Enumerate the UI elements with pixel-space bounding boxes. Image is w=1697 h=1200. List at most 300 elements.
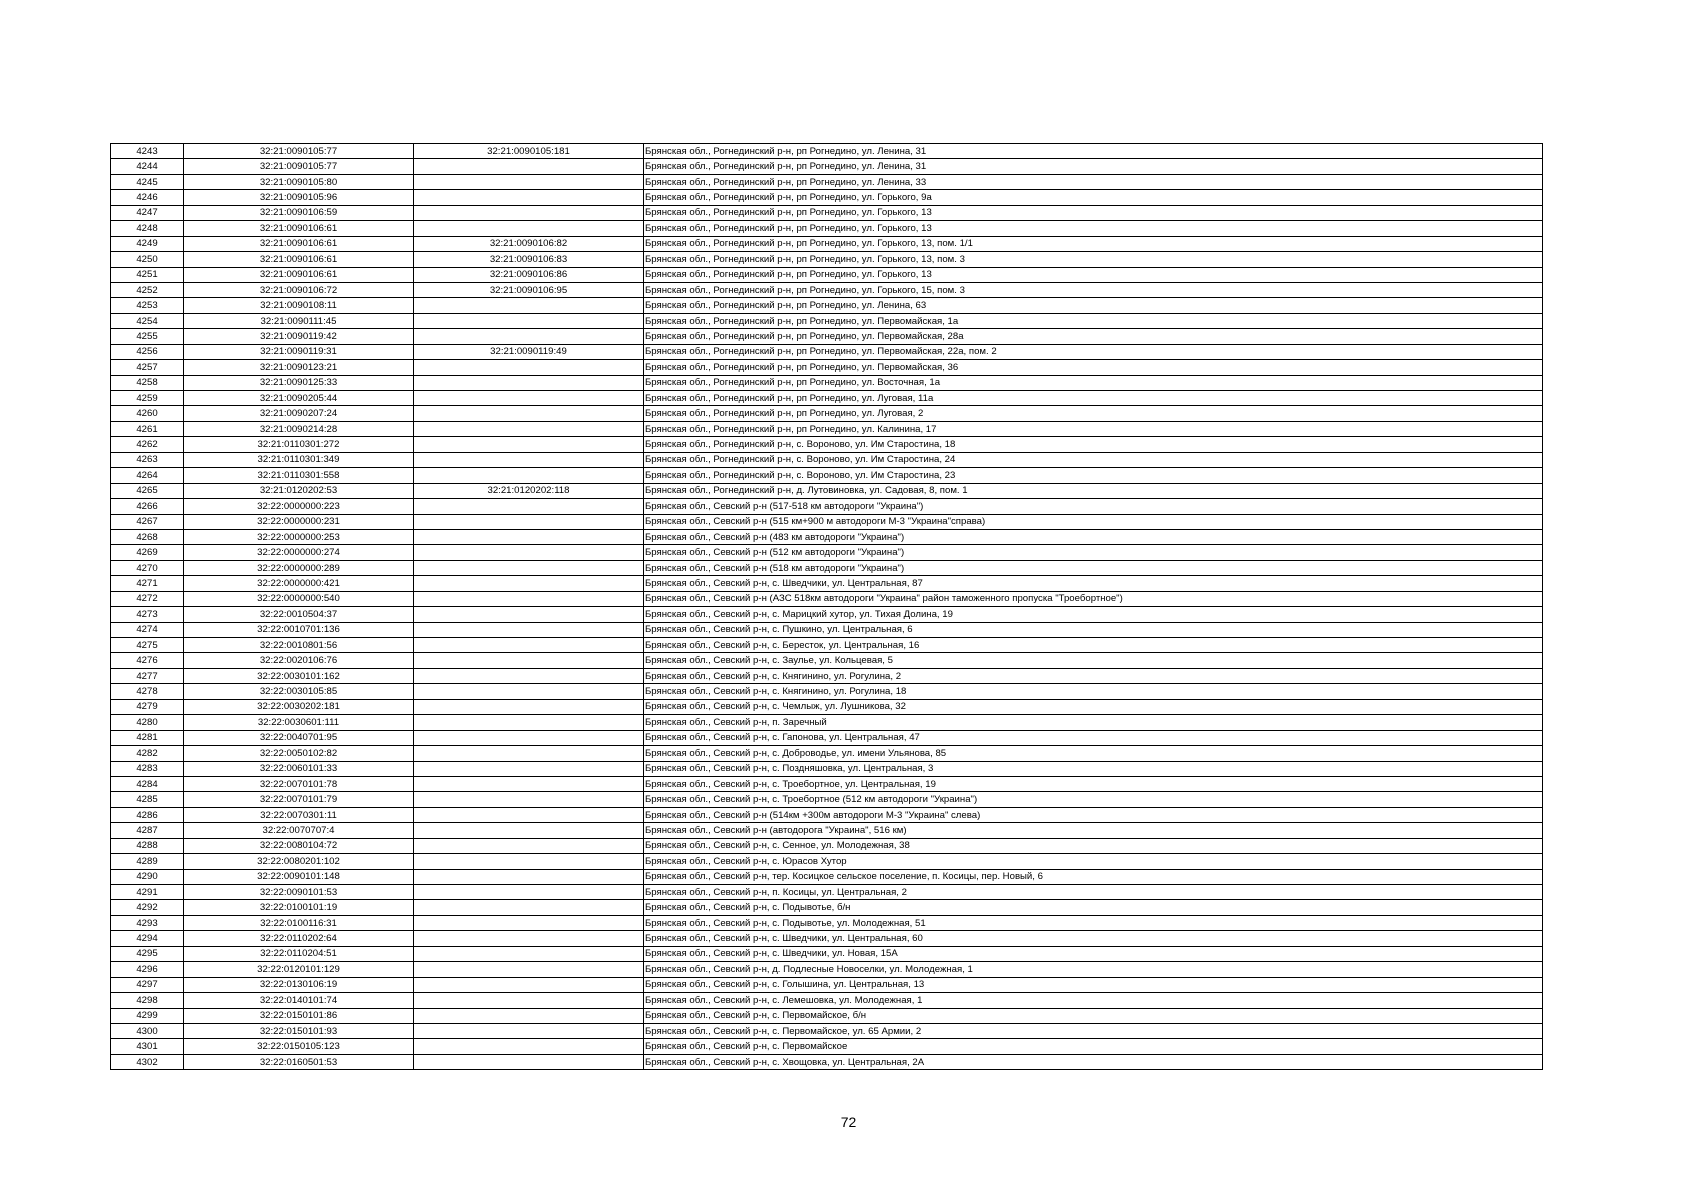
cadastral-number-cell: 32:21:0090106:72 [184, 282, 414, 297]
row-number-cell: 4248 [111, 221, 184, 236]
cadastral-number-cell: 32:22:0070101:78 [184, 776, 414, 791]
table-row [111, 869, 1543, 884]
sub-object-number-cell [414, 468, 644, 483]
cadastral-number-cell: 32:21:0090214:28 [184, 421, 414, 436]
table-row [111, 854, 1543, 869]
address-cell: Брянская обл., Севский р-н, с. Сенное, ул. Молодежная, 38 [644, 838, 1543, 853]
table-row [111, 483, 1543, 498]
sub-object-number-cell [414, 931, 644, 946]
row-number-cell: 4244 [111, 159, 184, 174]
address-cell: Брянская обл., Севский р-н, с. Шведчики, ул. Центральная, 60 [644, 931, 1543, 946]
row-number-cell: 4280 [111, 715, 184, 730]
table-row [111, 437, 1543, 452]
address-cell: Брянская обл., Севский р-н, с. Первомайское, б/н [644, 1008, 1543, 1023]
table-row [111, 221, 1543, 236]
cadastral-number-cell: 32:21:0090105:80 [184, 174, 414, 189]
cadastral-number-cell: 32:22:0150101:93 [184, 1023, 414, 1038]
sub-object-number-cell [414, 792, 644, 807]
cadastral-number-cell: 32:21:0090119:31 [184, 344, 414, 359]
table-row [111, 529, 1543, 544]
row-number-cell: 4294 [111, 931, 184, 946]
cadastral-number-cell: 32:22:0010701:136 [184, 622, 414, 637]
cadastral-number-cell: 32:21:0090106:61 [184, 221, 414, 236]
row-number-cell: 4298 [111, 993, 184, 1008]
table-row [111, 622, 1543, 637]
row-number-cell: 4291 [111, 885, 184, 900]
row-number-cell: 4287 [111, 823, 184, 838]
address-cell: Брянская обл., Рогнединский р-н, д. Лутовиновка, ул. Садовая, 8, пом. 1 [644, 483, 1543, 498]
cadastral-number-cell: 32:21:0110301:272 [184, 437, 414, 452]
sub-object-number-cell [414, 885, 644, 900]
sub-object-number-cell: 32:21:0090106:83 [414, 252, 644, 267]
address-cell: Брянская обл., Рогнединский р-н, рп Рогнедино, ул. Первомайская, 28а [644, 329, 1543, 344]
address-cell: Брянская обл., Севский р-н, с. Шведчики, ул. Центральная, 87 [644, 576, 1543, 591]
table-row [111, 900, 1543, 915]
cadastral-number-cell: 32:22:0150101:86 [184, 1008, 414, 1023]
table-row [111, 421, 1543, 436]
table-row [111, 746, 1543, 761]
address-cell: Брянская обл., Севский р-н, с. Доброводье, ул. имени Ульянова, 85 [644, 746, 1543, 761]
sub-object-number-cell [414, 946, 644, 961]
cadastral-number-cell: 32:22:0000000:289 [184, 560, 414, 575]
sub-object-number-cell [414, 529, 644, 544]
table-row [111, 190, 1543, 205]
row-number-cell: 4290 [111, 869, 184, 884]
row-number-cell: 4279 [111, 699, 184, 714]
address-cell: Брянская обл., Севский р-н (514км +300м автодороги М-3 "Украина" слева) [644, 807, 1543, 822]
cadastral-number-cell: 32:22:0090101:53 [184, 885, 414, 900]
row-number-cell: 4278 [111, 684, 184, 699]
sub-object-number-cell [414, 622, 644, 637]
sub-object-number-cell: 32:21:0120202:118 [414, 483, 644, 498]
row-number-cell: 4293 [111, 915, 184, 930]
address-cell: Брянская обл., Рогнединский р-н, рп Рогнедино, ул. Ленина, 33 [644, 174, 1543, 189]
table-row [111, 329, 1543, 344]
address-cell: Брянская обл., Севский р-н, с. Голышина, ул. Центральная, 13 [644, 977, 1543, 992]
address-cell: Брянская обл., Севский р-н, с. Княгинино, ул. Рогулина, 2 [644, 668, 1543, 683]
address-cell: Брянская обл., Рогнединский р-н, с. Вороново, ул. Им Старостина, 18 [644, 437, 1543, 452]
sub-object-number-cell [414, 560, 644, 575]
address-cell: Брянская обл., Севский р-н, с. Первомайское [644, 1039, 1543, 1054]
row-number-cell: 4255 [111, 329, 184, 344]
address-cell: Брянская обл., Рогнединский р-н, рп Рогнедино, ул. Ленина, 31 [644, 159, 1543, 174]
address-cell: Брянская обл., Севский р-н, с. Троебортное, ул. Центральная, 19 [644, 776, 1543, 791]
table-row [111, 823, 1543, 838]
address-cell: Брянская обл., Рогнединский р-н, рп Рогнедино, ул. Калинина, 17 [644, 421, 1543, 436]
table-row [111, 807, 1543, 822]
address-cell: Брянская обл., Севский р-н, с. Марицкий хутор, ул. Тихая Долина, 19 [644, 607, 1543, 622]
cadastral-number-cell: 32:22:0070301:11 [184, 807, 414, 822]
sub-object-number-cell [414, 159, 644, 174]
address-cell: Брянская обл., Севский р-н, с. Поздняшовка, ул. Центральная, 3 [644, 761, 1543, 776]
row-number-cell: 4269 [111, 545, 184, 560]
table-row [111, 375, 1543, 390]
row-number-cell: 4250 [111, 252, 184, 267]
sub-object-number-cell: 32:21:0090106:95 [414, 282, 644, 297]
row-number-cell: 4272 [111, 591, 184, 606]
sub-object-number-cell: 32:21:0090119:49 [414, 344, 644, 359]
sub-object-number-cell [414, 776, 644, 791]
table-row [111, 174, 1543, 189]
row-number-cell: 4296 [111, 962, 184, 977]
cadastral-number-cell: 32:21:0090205:44 [184, 391, 414, 406]
address-cell: Брянская обл., Севский р-н, с. Заулье, ул. Кольцевая, 5 [644, 653, 1543, 668]
cadastral-number-cell: 32:22:0140101:74 [184, 993, 414, 1008]
table-row [111, 344, 1543, 359]
row-number-cell: 4253 [111, 298, 184, 313]
sub-object-number-cell [414, 730, 644, 745]
sub-object-number-cell [414, 406, 644, 421]
cadastral-number-cell: 32:22:0150105:123 [184, 1039, 414, 1054]
sub-object-number-cell [414, 329, 644, 344]
cadastral-number-cell: 32:22:0030202:181 [184, 699, 414, 714]
sub-object-number-cell [414, 915, 644, 930]
cadastral-number-cell: 32:22:0100116:31 [184, 915, 414, 930]
row-number-cell: 4274 [111, 622, 184, 637]
cadastral-number-cell: 32:21:0090108:11 [184, 298, 414, 313]
cadastral-number-cell: 32:22:0010801:56 [184, 638, 414, 653]
address-cell: Брянская обл., Рогнединский р-н, рп Рогнедино, ул. Горького, 9а [644, 190, 1543, 205]
cadastral-number-cell: 32:22:0040701:95 [184, 730, 414, 745]
row-number-cell: 4281 [111, 730, 184, 745]
cadastral-number-cell: 32:22:0010504:37 [184, 607, 414, 622]
table-row [111, 1054, 1543, 1069]
sub-object-number-cell [414, 653, 644, 668]
address-cell: Брянская обл., Севский р-н, с. Гапонова, ул. Центральная, 47 [644, 730, 1543, 745]
address-cell: Брянская обл., Севский р-н, п. Косицы, ул. Центральная, 2 [644, 885, 1543, 900]
property-register-table [110, 143, 1543, 1070]
sub-object-number-cell [414, 391, 644, 406]
table-row [111, 607, 1543, 622]
row-number-cell: 4245 [111, 174, 184, 189]
address-cell: Брянская обл., Севский р-н (518 км автодороги "Украина") [644, 560, 1543, 575]
row-number-cell: 4264 [111, 468, 184, 483]
row-number-cell: 4277 [111, 668, 184, 683]
cadastral-number-cell: 32:21:0110301:558 [184, 468, 414, 483]
table-row [111, 1039, 1543, 1054]
table-row [111, 838, 1543, 853]
sub-object-number-cell [414, 962, 644, 977]
row-number-cell: 4252 [111, 282, 184, 297]
table-row [111, 282, 1543, 297]
address-cell: Брянская обл., Севский р-н (512 км автодороги "Украина") [644, 545, 1543, 560]
sub-object-number-cell [414, 977, 644, 992]
sub-object-number-cell [414, 576, 644, 591]
sub-object-number-cell [414, 190, 644, 205]
cadastral-number-cell: 32:21:0120202:53 [184, 483, 414, 498]
address-cell: Брянская обл., Рогнединский р-н, рп Рогнедино, ул. Горького, 15, пом. 3 [644, 282, 1543, 297]
address-cell: Брянская обл., Севский р-н, с. Подывотье, ул. Молодежная, 51 [644, 915, 1543, 930]
table-row [111, 560, 1543, 575]
address-cell: Брянская обл., Севский р-н (АЗС 518км автодороги "Украина" район таможенного пропуска "Троебортное") [644, 591, 1543, 606]
cadastral-number-cell: 32:21:0090125:33 [184, 375, 414, 390]
table-row [111, 298, 1543, 313]
sub-object-number-cell [414, 607, 644, 622]
address-cell: Брянская обл., Севский р-н, п. Заречный [644, 715, 1543, 730]
document-table-container [110, 143, 1542, 1070]
table-row [111, 499, 1543, 514]
row-number-cell: 4302 [111, 1054, 184, 1069]
address-cell: Брянская обл., Севский р-н, с. Чемлыж, ул. Лушникова, 32 [644, 699, 1543, 714]
sub-object-number-cell [414, 545, 644, 560]
address-cell: Брянская обл., Севский р-н, с. Первомайское, ул. 65 Армии, 2 [644, 1023, 1543, 1038]
table-row [111, 406, 1543, 421]
cadastral-number-cell: 32:22:0110202:64 [184, 931, 414, 946]
cadastral-number-cell: 32:21:0090106:59 [184, 205, 414, 220]
table-row [111, 668, 1543, 683]
row-number-cell: 4258 [111, 375, 184, 390]
sub-object-number-cell [414, 715, 644, 730]
sub-object-number-cell [414, 807, 644, 822]
table-row [111, 313, 1543, 328]
sub-object-number-cell [414, 668, 644, 683]
cadastral-number-cell: 32:22:0000000:231 [184, 514, 414, 529]
row-number-cell: 4299 [111, 1008, 184, 1023]
cadastral-number-cell: 32:21:0110301:349 [184, 452, 414, 467]
cadastral-number-cell: 32:22:0070707:4 [184, 823, 414, 838]
table-row [111, 761, 1543, 776]
cadastral-number-cell: 32:21:0090106:61 [184, 236, 414, 251]
cadastral-number-cell: 32:22:0030101:162 [184, 668, 414, 683]
sub-object-number-cell [414, 638, 644, 653]
sub-object-number-cell [414, 1039, 644, 1054]
table-row [111, 159, 1543, 174]
cadastral-number-cell: 32:22:0020106:76 [184, 653, 414, 668]
cadastral-number-cell: 32:22:0050102:82 [184, 746, 414, 761]
address-cell: Брянская обл., Севский р-н, д. Подлесные Новоселки, ул. Молодежная, 1 [644, 962, 1543, 977]
sub-object-number-cell [414, 761, 644, 776]
table-row [111, 452, 1543, 467]
cadastral-number-cell: 32:22:0100101:19 [184, 900, 414, 915]
address-cell: Брянская обл., Рогнединский р-н, рп Рогнедино, ул. Горького, 13, пом. 1/1 [644, 236, 1543, 251]
address-cell: Брянская обл., Севский р-н, с. Подывотье, б/н [644, 900, 1543, 915]
row-number-cell: 4246 [111, 190, 184, 205]
table-row [111, 267, 1543, 282]
cadastral-number-cell: 32:22:0030105:85 [184, 684, 414, 699]
table-row [111, 144, 1543, 159]
sub-object-number-cell [414, 313, 644, 328]
row-number-cell: 4257 [111, 360, 184, 375]
sub-object-number-cell [414, 591, 644, 606]
row-number-cell: 4270 [111, 560, 184, 575]
row-number-cell: 4256 [111, 344, 184, 359]
row-number-cell: 4268 [111, 529, 184, 544]
address-cell: Брянская обл., Севский р-н, с. Пушкино, ул. Центральная, 6 [644, 622, 1543, 637]
address-cell: Брянская обл., Рогнединский р-н, рп Рогнедино, ул. Первомайская, 36 [644, 360, 1543, 375]
sub-object-number-cell [414, 869, 644, 884]
sub-object-number-cell [414, 1023, 644, 1038]
row-number-cell: 4285 [111, 792, 184, 807]
cadastral-number-cell: 32:21:0090105:77 [184, 159, 414, 174]
row-number-cell: 4254 [111, 313, 184, 328]
row-number-cell: 4247 [111, 205, 184, 220]
cadastral-number-cell: 32:21:0090119:42 [184, 329, 414, 344]
cadastral-number-cell: 32:22:0080201:102 [184, 854, 414, 869]
cadastral-number-cell: 32:22:0130106:19 [184, 977, 414, 992]
address-cell: Брянская обл., Рогнединский р-н, рп Рогнедино, ул. Ленина, 31 [644, 144, 1543, 159]
row-number-cell: 4284 [111, 776, 184, 791]
page-number: 72 [840, 1114, 857, 1130]
table-row [111, 468, 1543, 483]
cadastral-number-cell: 32:22:0120101:129 [184, 962, 414, 977]
row-number-cell: 4263 [111, 452, 184, 467]
table-row [111, 993, 1543, 1008]
table-row [111, 576, 1543, 591]
cadastral-number-cell: 32:22:0000000:274 [184, 545, 414, 560]
address-cell: Брянская обл., Севский р-н (483 км автодороги "Украина") [644, 529, 1543, 544]
address-cell: Брянская обл., Рогнединский р-н, рп Рогнедино, ул. Восточная, 1а [644, 375, 1543, 390]
cadastral-number-cell: 32:21:0090111:45 [184, 313, 414, 328]
address-cell: Брянская обл., Севский р-н, с. Троебортное (512 км автодороги "Украина") [644, 792, 1543, 807]
table-row [111, 591, 1543, 606]
row-number-cell: 4249 [111, 236, 184, 251]
sub-object-number-cell [414, 298, 644, 313]
cadastral-number-cell: 32:22:0000000:223 [184, 499, 414, 514]
address-cell: Брянская обл., Рогнединский р-н, рп Рогнедино, ул. Горького, 13 [644, 267, 1543, 282]
table-row [111, 638, 1543, 653]
cadastral-number-cell: 32:22:0000000:253 [184, 529, 414, 544]
address-cell: Брянская обл., Рогнединский р-н, рп Рогнедино, ул. Горького, 13 [644, 221, 1543, 236]
address-cell: Брянская обл., Рогнединский р-н, рп Рогнедино, ул. Горького, 13 [644, 205, 1543, 220]
row-number-cell: 4282 [111, 746, 184, 761]
address-cell: Брянская обл., Рогнединский р-н, рп Рогнедино, ул. Луговая, 2 [644, 406, 1543, 421]
row-number-cell: 4267 [111, 514, 184, 529]
row-number-cell: 4288 [111, 838, 184, 853]
sub-object-number-cell [414, 1008, 644, 1023]
cadastral-number-cell: 32:21:0090123:21 [184, 360, 414, 375]
sub-object-number-cell [414, 360, 644, 375]
row-number-cell: 4260 [111, 406, 184, 421]
row-number-cell: 4273 [111, 607, 184, 622]
sub-object-number-cell [414, 205, 644, 220]
address-cell: Брянская обл., Севский р-н, с. Юрасов Хутор [644, 854, 1543, 869]
cadastral-number-cell: 32:21:0090106:61 [184, 267, 414, 282]
table-row [111, 699, 1543, 714]
address-cell: Брянская обл., Рогнединский р-н, с. Вороново, ул. Им Старостина, 24 [644, 452, 1543, 467]
sub-object-number-cell [414, 746, 644, 761]
address-cell: Брянская обл., Севский р-н (515 км+900 м автодороги М-3 "Украина"справа) [644, 514, 1543, 529]
table-row [111, 684, 1543, 699]
address-cell: Брянская обл., Рогнединский р-н, рп Рогнедино, ул. Первомайская, 1а [644, 313, 1543, 328]
row-number-cell: 4261 [111, 421, 184, 436]
row-number-cell: 4295 [111, 946, 184, 961]
address-cell: Брянская обл., Севский р-н (517-518 км автодороги "Украина") [644, 499, 1543, 514]
sub-object-number-cell [414, 221, 644, 236]
address-cell: Брянская обл., Севский р-н, с. Хвощовка, ул. Центральная, 2А [644, 1054, 1543, 1069]
row-number-cell: 4289 [111, 854, 184, 869]
sub-object-number-cell [414, 699, 644, 714]
sub-object-number-cell [414, 900, 644, 915]
address-cell: Брянская обл., Севский р-н, с. Бересток, ул. Центральная, 16 [644, 638, 1543, 653]
cadastral-number-cell: 32:21:0090207:24 [184, 406, 414, 421]
sub-object-number-cell [414, 421, 644, 436]
address-cell: Брянская обл., Севский р-н (автодорога "Украина", 516 км) [644, 823, 1543, 838]
row-number-cell: 4297 [111, 977, 184, 992]
table-row [111, 776, 1543, 791]
table-row [111, 792, 1543, 807]
row-number-cell: 4283 [111, 761, 184, 776]
address-cell: Брянская обл., Севский р-н, тер. Косицкое сельское поселение, п. Косицы, пер. Новый, 6 [644, 869, 1543, 884]
table-row [111, 252, 1543, 267]
cadastral-number-cell: 32:21:0090105:77 [184, 144, 414, 159]
table-row [111, 1023, 1543, 1038]
sub-object-number-cell [414, 437, 644, 452]
cadastral-number-cell: 32:22:0070101:79 [184, 792, 414, 807]
cadastral-number-cell: 32:21:0090105:96 [184, 190, 414, 205]
row-number-cell: 4276 [111, 653, 184, 668]
row-number-cell: 4275 [111, 638, 184, 653]
row-number-cell: 4243 [111, 144, 184, 159]
address-cell: Брянская обл., Рогнединский р-н, с. Вороново, ул. Им Старостина, 23 [644, 468, 1543, 483]
cadastral-number-cell: 32:22:0110204:51 [184, 946, 414, 961]
cadastral-number-cell: 32:22:0080104:72 [184, 838, 414, 853]
sub-object-number-cell: 32:21:0090106:82 [414, 236, 644, 251]
table-row [111, 915, 1543, 930]
table-row [111, 360, 1543, 375]
address-cell: Брянская обл., Севский р-н, с. Лемешовка, ул. Молодежная, 1 [644, 993, 1543, 1008]
sub-object-number-cell [414, 499, 644, 514]
row-number-cell: 4286 [111, 807, 184, 822]
sub-object-number-cell [414, 838, 644, 853]
row-number-cell: 4301 [111, 1039, 184, 1054]
table-row [111, 715, 1543, 730]
address-cell: Брянская обл., Севский р-н, с. Шведчики, ул. Новая, 15А [644, 946, 1543, 961]
row-number-cell: 4271 [111, 576, 184, 591]
sub-object-number-cell [414, 514, 644, 529]
sub-object-number-cell [414, 375, 644, 390]
row-number-cell: 4259 [111, 391, 184, 406]
address-cell: Брянская обл., Рогнединский р-н, рп Рогнедино, ул. Луговая, 11а [644, 391, 1543, 406]
address-cell: Брянская обл., Рогнединский р-н, рп Рогнедино, ул. Ленина, 63 [644, 298, 1543, 313]
row-number-cell: 4265 [111, 483, 184, 498]
sub-object-number-cell [414, 823, 644, 838]
row-number-cell: 4300 [111, 1023, 184, 1038]
table-row [111, 545, 1543, 560]
table-row [111, 391, 1543, 406]
table-row [111, 885, 1543, 900]
address-cell: Брянская обл., Севский р-н, с. Княгинино, ул. Рогулина, 18 [644, 684, 1543, 699]
sub-object-number-cell [414, 854, 644, 869]
cadastral-number-cell: 32:22:0060101:33 [184, 761, 414, 776]
row-number-cell: 4262 [111, 437, 184, 452]
row-number-cell: 4251 [111, 267, 184, 282]
cadastral-number-cell: 32:21:0090106:61 [184, 252, 414, 267]
sub-object-number-cell: 32:21:0090105:181 [414, 144, 644, 159]
sub-object-number-cell [414, 452, 644, 467]
row-number-cell: 4266 [111, 499, 184, 514]
row-number-cell: 4292 [111, 900, 184, 915]
table-body [111, 144, 1543, 1070]
table-row [111, 1008, 1543, 1023]
table-row [111, 946, 1543, 961]
table-row [111, 730, 1543, 745]
cadastral-number-cell: 32:22:0000000:421 [184, 576, 414, 591]
table-row [111, 236, 1543, 251]
address-cell: Брянская обл., Рогнединский р-н, рп Рогнедино, ул. Горького, 13, пом. 3 [644, 252, 1543, 267]
sub-object-number-cell [414, 684, 644, 699]
address-cell: Брянская обл., Рогнединский р-н, рп Рогнедино, ул. Первомайская, 22а, пом. 2 [644, 344, 1543, 359]
table-row [111, 977, 1543, 992]
cadastral-number-cell: 32:22:0000000:540 [184, 591, 414, 606]
sub-object-number-cell [414, 174, 644, 189]
table-row [111, 962, 1543, 977]
table-row [111, 931, 1543, 946]
cadastral-number-cell: 32:22:0030601:111 [184, 715, 414, 730]
table-row [111, 514, 1543, 529]
sub-object-number-cell [414, 993, 644, 1008]
sub-object-number-cell [414, 1054, 644, 1069]
table-row [111, 205, 1543, 220]
